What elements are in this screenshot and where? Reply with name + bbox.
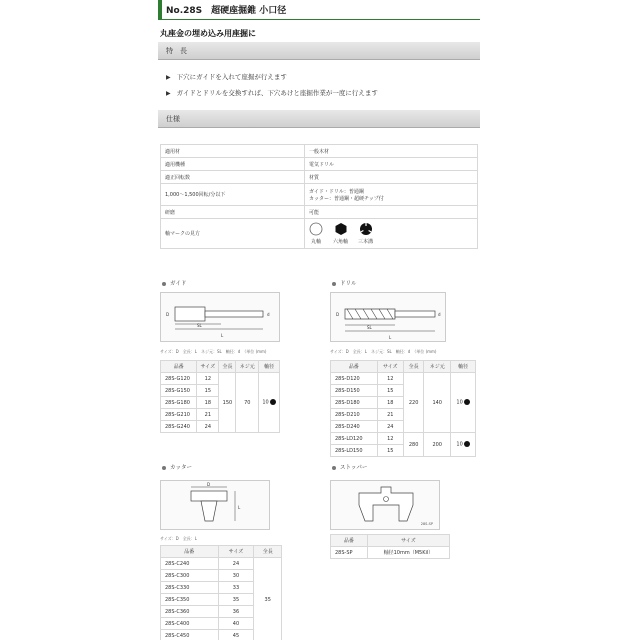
- spec-heading: 仕様: [166, 115, 180, 123]
- drill-table: 品番 サイズ 全長 ネジ元 軸径 28S-D120 12 220 140 10 28S-D150 15 28S-D180 18 28S-D210 21 28S-D240 24 28S-LD120 12 280 200 10 28S-LD150 15: [330, 360, 476, 457]
- table-row: 28S-G210 21: [161, 409, 280, 421]
- stopper-diagram-label: 28S-SP: [420, 522, 433, 526]
- svg-text:L: L: [389, 335, 392, 340]
- spec-table: [160, 144, 478, 249]
- table-row: 28S-C330 33: [161, 582, 282, 594]
- table-row: 28S-C300 30: [161, 570, 282, 582]
- table-row: 28S-C400 40: [161, 618, 282, 630]
- table-row: 28S-LD120 12 280 200 10: [331, 433, 476, 445]
- hex-shaft-icon: [464, 441, 470, 447]
- table-row: 28S-LD150 15: [331, 445, 476, 457]
- table-row: 適正回転数 材質: [161, 171, 478, 184]
- svg-text:L: L: [221, 333, 224, 338]
- table-row: 28S-D210 21: [331, 409, 476, 421]
- table-row: 28S-D240 24: [331, 421, 476, 433]
- table-row: 研磨 可能: [161, 206, 478, 219]
- hex-shaft-icon: [334, 222, 348, 236]
- three-flute-icon: [359, 222, 373, 236]
- table-row: 28S-D180 18: [331, 397, 476, 409]
- hex-shaft-icon: [464, 399, 470, 405]
- svg-text:SL: SL: [367, 325, 372, 330]
- svg-text:SL: SL: [197, 323, 202, 328]
- table-row: 適用機種 電気ドリル: [161, 158, 478, 171]
- table-row: 28S-C240 24 35: [161, 558, 282, 570]
- round-shaft-mark: 丸軸: [309, 222, 323, 245]
- guide-table: 品番 サイズ 全長 ネジ元 軸径 28S-G120 12 150 70 10 28S-G150 15 28S-G180 18 28S-G210 21 28S-G240 24: [160, 360, 280, 433]
- svg-text:L: L: [238, 505, 241, 510]
- drill-diagram: [330, 292, 446, 342]
- table-row: 28S-SP 軸径10mm（M5Kil）: [331, 547, 450, 559]
- triangle-right-icon: ▶: [166, 74, 171, 81]
- triangle-right-icon: ▶: [166, 90, 171, 97]
- feature-item: ▶ 下穴にガイドを入れて座掘が行えます: [166, 73, 287, 81]
- table-row: 適用材 一般木材: [161, 145, 478, 158]
- cutter-caption: サイズ：D 全長：L: [160, 536, 197, 541]
- page-subtitle: 丸座金の埋め込み用座掘に: [160, 29, 256, 38]
- svg-text:D: D: [336, 312, 340, 317]
- guide-drawing-icon: [161, 293, 281, 343]
- guide-diagram: [160, 292, 280, 342]
- stopper-diagram: [330, 480, 440, 530]
- drill-caption: サイズ：D 全長：L ネジ元：SL 軸径：d （単位 (mm): [330, 349, 437, 354]
- cutter-heading: カッター: [162, 463, 192, 471]
- table-row: 28S-C350 35: [161, 594, 282, 606]
- bullet-icon: [162, 466, 166, 470]
- page-title: No.28S 超硬座掘錐 小口径: [166, 6, 287, 16]
- drill-drawing-icon: [331, 293, 447, 343]
- features-section-bar: [158, 42, 480, 60]
- svg-text:D: D: [207, 482, 211, 487]
- bullet-icon: [162, 282, 166, 286]
- hex-shaft-icon: [270, 399, 276, 405]
- three-flute-mark: 三本溝: [358, 222, 373, 245]
- svg-text:D: D: [166, 312, 170, 317]
- feature-item: ▶ ガイドとドリルを交換すれば、下穴あけと座掘作業が一度に行えます: [166, 89, 378, 97]
- table-row: 28S-G180 18: [161, 397, 280, 409]
- hex-shaft-mark: 六角軸: [333, 222, 348, 245]
- table-row: 28S-G120 12 150 70 10: [161, 373, 280, 385]
- stopper-heading: ストッパー: [332, 463, 367, 471]
- features-heading: 特 長: [166, 47, 187, 55]
- table-row: 28S-C450 45: [161, 630, 282, 640]
- table-row: 28S-D120 12 220 140 10: [331, 373, 476, 385]
- table-row: 28S-G240 24: [161, 421, 280, 433]
- guide-caption: サイズ：D 全長：L ネジ元：SL 軸径：d （単位 (mm): [160, 349, 267, 354]
- table-row: 軸マークの見方 丸軸 六角軸 三本溝: [161, 219, 478, 249]
- round-shaft-icon: [309, 222, 323, 236]
- table-row: 28S-G150 15: [161, 385, 280, 397]
- cutter-table: 品番 サイズ 全長 28S-C240 24 35 28S-C300 30 28S-C330 33 28S-C350 35 28S-C360 36 28S-C400 40 28S-C450 45: [160, 545, 282, 640]
- bullet-icon: [332, 282, 336, 286]
- table-row: 1,000～1,500回転/分以下 ガイド・ドリル：普通鋼 カッター：普通鋼・超硬チップ付: [161, 184, 478, 206]
- guide-heading: ガイド: [162, 279, 186, 287]
- table-row: 28S-D150 15: [331, 385, 476, 397]
- svg-text:d: d: [438, 312, 441, 317]
- spec-section-bar: [158, 110, 480, 128]
- bullet-icon: [332, 466, 336, 470]
- stopper-table: 品番 サイズ 28S-SP 軸径10mm（M5Kil）: [330, 534, 450, 559]
- table-row: 28S-C360 36: [161, 606, 282, 618]
- svg-text:d: d: [267, 312, 270, 317]
- drill-heading: ドリル: [332, 279, 357, 287]
- cutter-drawing-icon: [161, 481, 271, 531]
- cutter-diagram: [160, 480, 270, 530]
